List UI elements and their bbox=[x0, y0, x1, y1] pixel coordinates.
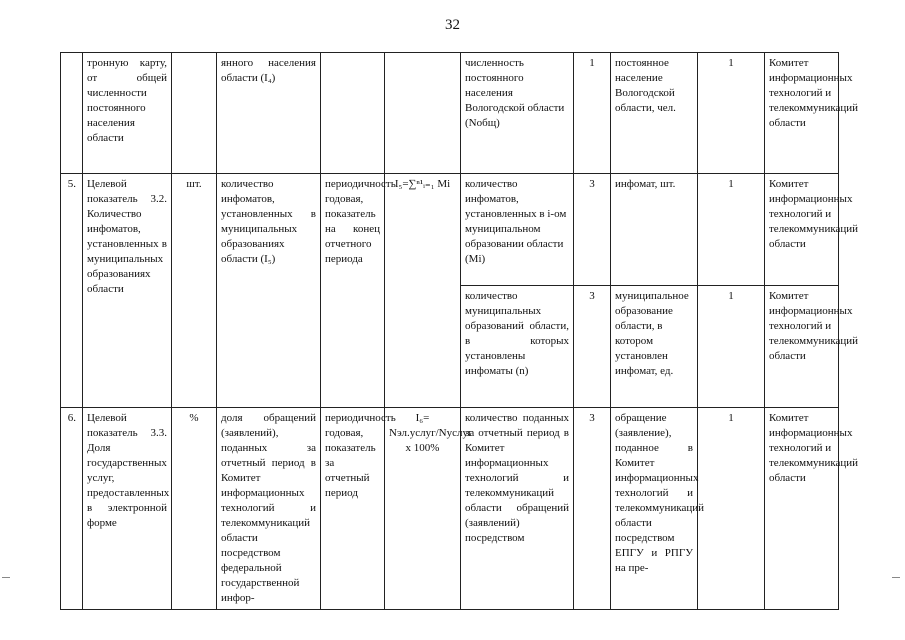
indicator-definition: янного населения области (I₄) bbox=[217, 53, 321, 174]
calculation-method: 1 bbox=[698, 286, 765, 408]
scan-margin-mark bbox=[2, 577, 10, 578]
scan-margin-mark bbox=[892, 577, 900, 578]
indicator-name: тронную карту, от общей численности постоянного населения области bbox=[83, 53, 172, 174]
formula: I₆= Nэл.услуг/Nуслуг x 100% bbox=[385, 408, 461, 610]
row-number: 6. bbox=[61, 408, 83, 610]
table-row bbox=[61, 174, 839, 286]
population: муниципальное образование области, в котором установлен инфомат, ед. bbox=[611, 286, 698, 408]
responsible-body: Комитет информационных технологий и телекоммуникаций области bbox=[765, 174, 839, 286]
indicator-name: Целевой показатель 3.3. Доля государственных услуг, предоставленных в электронной форме bbox=[83, 408, 172, 610]
basic-indicator: количество инфоматов, установленных в i-ом муниципальном образовании области (Mi) bbox=[461, 174, 574, 286]
responsible-body: Комитет информационных технологий и телекоммуникаций области bbox=[765, 408, 839, 610]
collection-method: 1 bbox=[574, 53, 611, 174]
population: инфомат, шт. bbox=[611, 174, 698, 286]
indicator-table bbox=[60, 52, 859, 610]
basic-indicator: количество муниципальных образований области, в которых установлены инфоматы (n) bbox=[461, 286, 574, 408]
unit bbox=[172, 53, 217, 174]
responsible-body: Комитет информационных технологий и телекоммуникаций области bbox=[765, 286, 839, 408]
basic-indicator: численность постоянного населения Вологодской области (Nобщ) bbox=[461, 53, 574, 174]
periodicity bbox=[321, 53, 385, 174]
calculation-method: 1 bbox=[698, 174, 765, 286]
periodicity: периодичность годовая, показатель за отчетный период bbox=[321, 408, 385, 610]
table-row bbox=[61, 408, 839, 610]
collection-method: 3 bbox=[574, 174, 611, 286]
indicator-definition: доля обращений (заявлений), поданных за отчетный период в Комитет информационных технологий и телекоммуникаций области посредством федеральной государственной инфор- bbox=[217, 408, 321, 610]
responsible-body: Комитет информационных технологий и телекоммуникаций области bbox=[765, 53, 839, 174]
formula: I₅=∑ⁿ¹ᵢ₌₁ Mi bbox=[385, 174, 461, 408]
unit: шт. bbox=[172, 174, 217, 408]
collection-method: 3 bbox=[574, 286, 611, 408]
indicator-definition: количество инфоматов, установленных в муниципальных образованиях области (I₅) bbox=[217, 174, 321, 408]
basic-indicator: количество поданных за отчетный период в Комитет информационных технологий и телекоммуникаций области обращений (заявлений) посредством bbox=[461, 408, 574, 610]
calculation-method: 1 bbox=[698, 53, 765, 174]
formula bbox=[385, 53, 461, 174]
table-row bbox=[61, 53, 839, 174]
population: постоянное население Вологодской области, чел. bbox=[611, 53, 698, 174]
collection-method: 3 bbox=[574, 408, 611, 610]
page-number: 32 bbox=[445, 17, 460, 33]
row-number: 5. bbox=[61, 174, 83, 408]
calculation-method: 1 bbox=[698, 408, 765, 610]
unit: % bbox=[172, 408, 217, 610]
row-number bbox=[61, 53, 83, 174]
population: обращение (заявление), поданное в Комитет информационных технологий и телекоммуникаций области посредством ЕПГУ и РПГУ на пре- bbox=[611, 408, 698, 610]
indicator-name: Целевой показатель 3.2. Количество инфоматов, установленных в муниципальных образованиях области bbox=[83, 174, 172, 408]
periodicity: периодичность годовая, показатель на конец отчетного периода bbox=[321, 174, 385, 408]
